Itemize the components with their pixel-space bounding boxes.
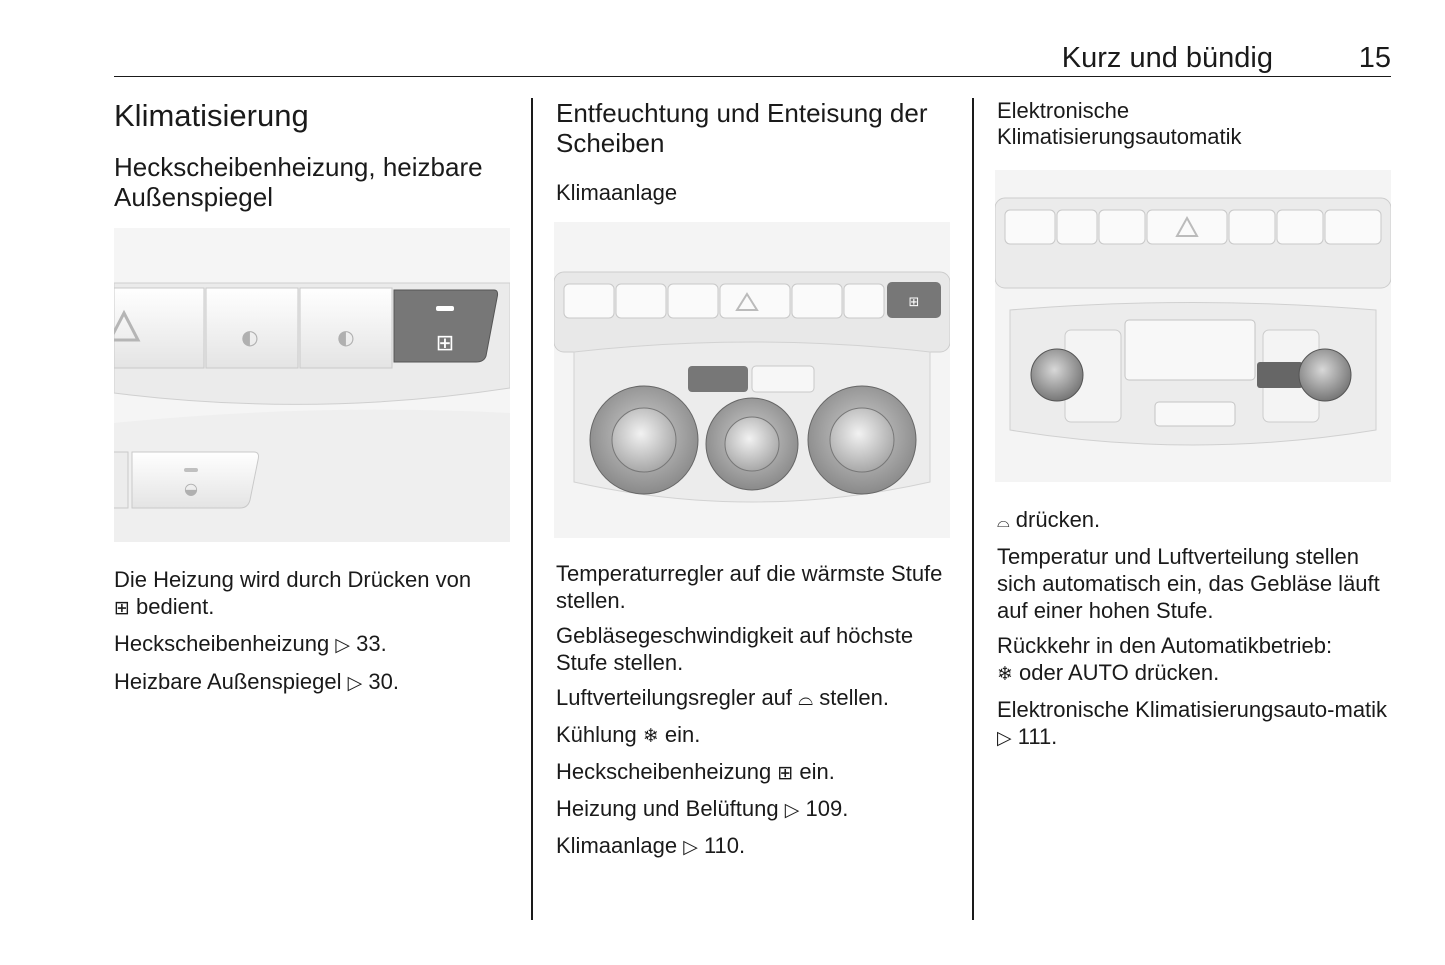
para-max-defrost [997, 506, 1397, 535]
para-ref-klimaanlage [556, 832, 956, 861]
ac-cooling-icon: ❄ [997, 663, 1013, 685]
text-ein: ein. [658, 722, 701, 747]
svg-text:◐: ◐ [337, 325, 355, 349]
subheading-heckscheibe: Heckscheibenheizung, heizbare Außenspiegel [114, 152, 483, 212]
text-ein: ein. [793, 759, 835, 784]
text-bedient: bedient. [129, 594, 215, 619]
auto-label: AUTO [1067, 660, 1129, 685]
text-stellen: stellen. [813, 685, 890, 710]
svg-text:⊞: ⊞ [435, 331, 455, 356]
link-klimaanlage[interactable]: Klimaanlage [556, 833, 678, 858]
climate-control-illustration [554, 222, 950, 538]
text-luftverteilung: Luftverteilungsregler auf [556, 685, 793, 710]
reference-arrow-icon: ▷ [784, 799, 800, 821]
para-ref-heckscheibe [114, 630, 514, 659]
reference-arrow-icon: ▷ [347, 672, 363, 694]
text-heizung: Die Heizung wird durch Drücken von [114, 567, 472, 592]
para-heizung-bedienung [114, 566, 514, 622]
page-number: 15 [1358, 42, 1391, 74]
max-defrost-icon: ⌓ [997, 512, 1010, 531]
link-klimatisierungsautomatik[interactable]: Elektronische Klimatisierungsauto-matik [997, 697, 1388, 722]
link-heizung-belueftung[interactable]: Heizung und Belüftung [556, 796, 779, 821]
column-divider [972, 98, 974, 920]
text-heckscheibenheizung: Heckscheibenheizung [556, 759, 772, 784]
text-oder: oder [1012, 660, 1068, 685]
page-ref-109[interactable]: 109. [799, 796, 849, 821]
heading-klimatisierungsautomatik: Elektronische Klimatisierungsautomatik [997, 98, 1242, 149]
link-heizbare-aussenspiegel[interactable]: Heizbare Außenspiegel [114, 669, 342, 694]
page-ref-30[interactable]: 30. [362, 669, 399, 694]
page-header [114, 38, 1391, 77]
page-ref-111[interactable]: 111. [1011, 724, 1058, 749]
text-kuehlung: Kühlung [556, 722, 637, 747]
reference-arrow-icon: ▷ [335, 634, 351, 656]
rear-window-heating-icon: ⊞ [114, 597, 130, 619]
ac-cooling-icon: ❄ [642, 725, 659, 747]
column-klimatisierung [114, 98, 514, 212]
para-ref-automatik [997, 696, 1397, 752]
page-ref-110[interactable]: 110. [697, 833, 746, 858]
windshield-defrost-icon: ⌓ [798, 688, 814, 710]
col1-text [114, 566, 514, 697]
para-temperatur-automatisch: Temperatur und Luftverteilung stellen sich automatisch ein, das Gebläse läuft auf einer hohen Stufe. [997, 544, 1380, 623]
section-title: Kurz und bündig [1061, 42, 1273, 74]
rear-window-heating-icon: ⊞ [777, 762, 794, 784]
link-heckscheibenheizung[interactable]: Heckscheibenheizung [114, 631, 330, 656]
reference-arrow-icon: ▷ [997, 727, 1012, 749]
para-kuehlung [556, 721, 956, 750]
svg-text:⊞: ⊞ [908, 295, 920, 310]
switch-panel-illustration [114, 228, 510, 542]
svg-text:◒: ◒ [184, 479, 198, 498]
para-heckscheibenheizung [556, 758, 956, 787]
para-ref-spiegel [114, 668, 514, 697]
para-ref-heizung [556, 795, 956, 824]
column-divider [531, 98, 533, 920]
col2-text [556, 560, 956, 861]
para-temperaturregler: Temperaturregler auf die wärmste Stufe stellen. [556, 561, 943, 613]
text-druecken: drücken. [1128, 660, 1220, 685]
column-klimatisierungsautomatik [997, 98, 1397, 150]
automatic-climate-illustration [995, 170, 1391, 482]
para-rueckkehr-automatik [997, 632, 1397, 688]
para-geblaese: Gebläsegeschwindigkeit auf höchste Stufe stellen. [556, 623, 914, 675]
col3-text [997, 506, 1397, 752]
reference-arrow-icon: ▷ [683, 836, 698, 858]
column-entfeuchtung [556, 98, 956, 206]
page-ref-33[interactable]: 33. [350, 631, 387, 656]
text-rueckkehr: Rückkehr in den Automatikbetrieb: [997, 633, 1333, 658]
heading-entfeuchtung: Entfeuchtung und Enteisung der Scheiben [556, 98, 928, 158]
para-luftverteilung [556, 684, 956, 713]
heading-klimatisierung: Klimatisierung [114, 98, 309, 133]
text-druecken: drücken. [1009, 507, 1101, 532]
svg-text:◐: ◐ [241, 325, 259, 349]
subheading-klimaanlage: Klimaanlage [556, 180, 678, 205]
